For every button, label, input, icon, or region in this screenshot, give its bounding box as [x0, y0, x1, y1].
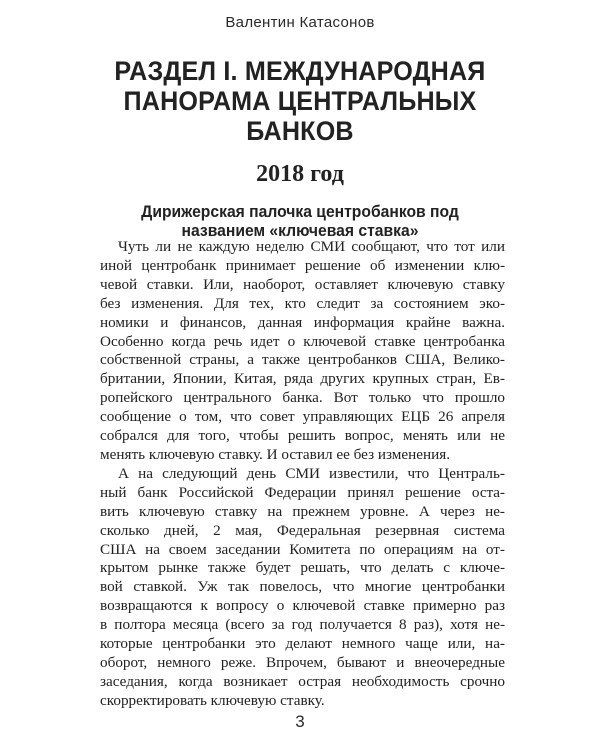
text-line: номики и финансов, данная информация крайне важна.	[100, 313, 505, 331]
page-number: 3	[295, 712, 305, 731]
section-title	[58, 56, 542, 146]
article-title-line: Дирижерская палочка центробанков под	[141, 203, 459, 221]
section-title-line: ПАНОРАМА ЦЕНТРАЛЬНЫХ	[123, 86, 477, 116]
paragraph-2	[100, 465, 505, 711]
text-line: чевой ставки. Или, наоборот, оставляет ключевую ставку	[100, 275, 505, 293]
text-line: иной центробанк принимает решение об изменении клю-	[100, 256, 505, 274]
text-line: скорректировать ключевую ставку.	[100, 691, 325, 709]
text-line: собрался для того, чтобы решить вопрос, менять или не	[100, 427, 505, 445]
section-title-line: РАЗДЕЛ I. МЕЖДУНАРОДНАЯ	[114, 56, 486, 86]
article-body	[100, 238, 505, 711]
article-title-line: названием «ключевая ставка»	[181, 222, 419, 240]
text-line: в полтора месяца (всего за год получается 8 раз), хотя не-	[100, 616, 505, 634]
text-line: Чуть ли не каждую неделю СМИ сообщают, что тот или	[118, 238, 505, 255]
paragraph-1	[100, 238, 505, 465]
section-title-line: БАНКОВ	[246, 116, 354, 146]
text-line: возвращаются к вопросу о ключевой ставке примерно раз	[100, 597, 505, 615]
article-title	[91, 203, 509, 241]
text-line: менять ключевую ставку. И оставил ее без изменения.	[100, 445, 451, 463]
text-line: вить ключевую ставку на прежнем уровне. А через не-	[100, 502, 505, 520]
text-line: ный банк Российской Федерации принял решение остa-	[100, 483, 505, 501]
text-line: британии, Японии, Китая, ряда других крупных стран, Ев-	[100, 370, 505, 388]
text-line: которые центробанки это делают немного чаще или, на-	[100, 635, 505, 653]
year-heading: 2018 год	[256, 161, 344, 187]
text-line: ропейского центрального банка. Вот только что прошло	[100, 389, 505, 407]
text-line: США на своем заседании Комитета по операциям на от-	[100, 540, 505, 558]
text-line: собственной страны, а также центробанков США, Велико-	[100, 351, 505, 369]
text-line: оборот, немного реже. Впрочем, бывают и внеочередные	[100, 653, 505, 671]
text-line: крытом рынке также будет решать, что делать с ключе-	[100, 559, 505, 577]
running-header-author: Валентин Катасонов	[225, 14, 375, 31]
text-line: А на следующий день СМИ известили, что Централь-	[118, 464, 505, 482]
text-line: вой ставкой. Уж так повелось, что многие центробанки	[100, 578, 505, 596]
text-line: Особенно когда речь идет о ключевой ставке центробанка	[100, 332, 505, 350]
text-line: сколько дней, 2 мая, Федеральная резервная система	[100, 521, 505, 539]
text-line: заседания, когда возникает острая необходимость срочно	[100, 672, 505, 690]
text-line: без изменения. Для тех, кто следит за состоянием эко-	[100, 294, 505, 312]
text-line: сообщение о том, что совет управляющих ЕЦБ 26 апреля	[100, 408, 505, 426]
